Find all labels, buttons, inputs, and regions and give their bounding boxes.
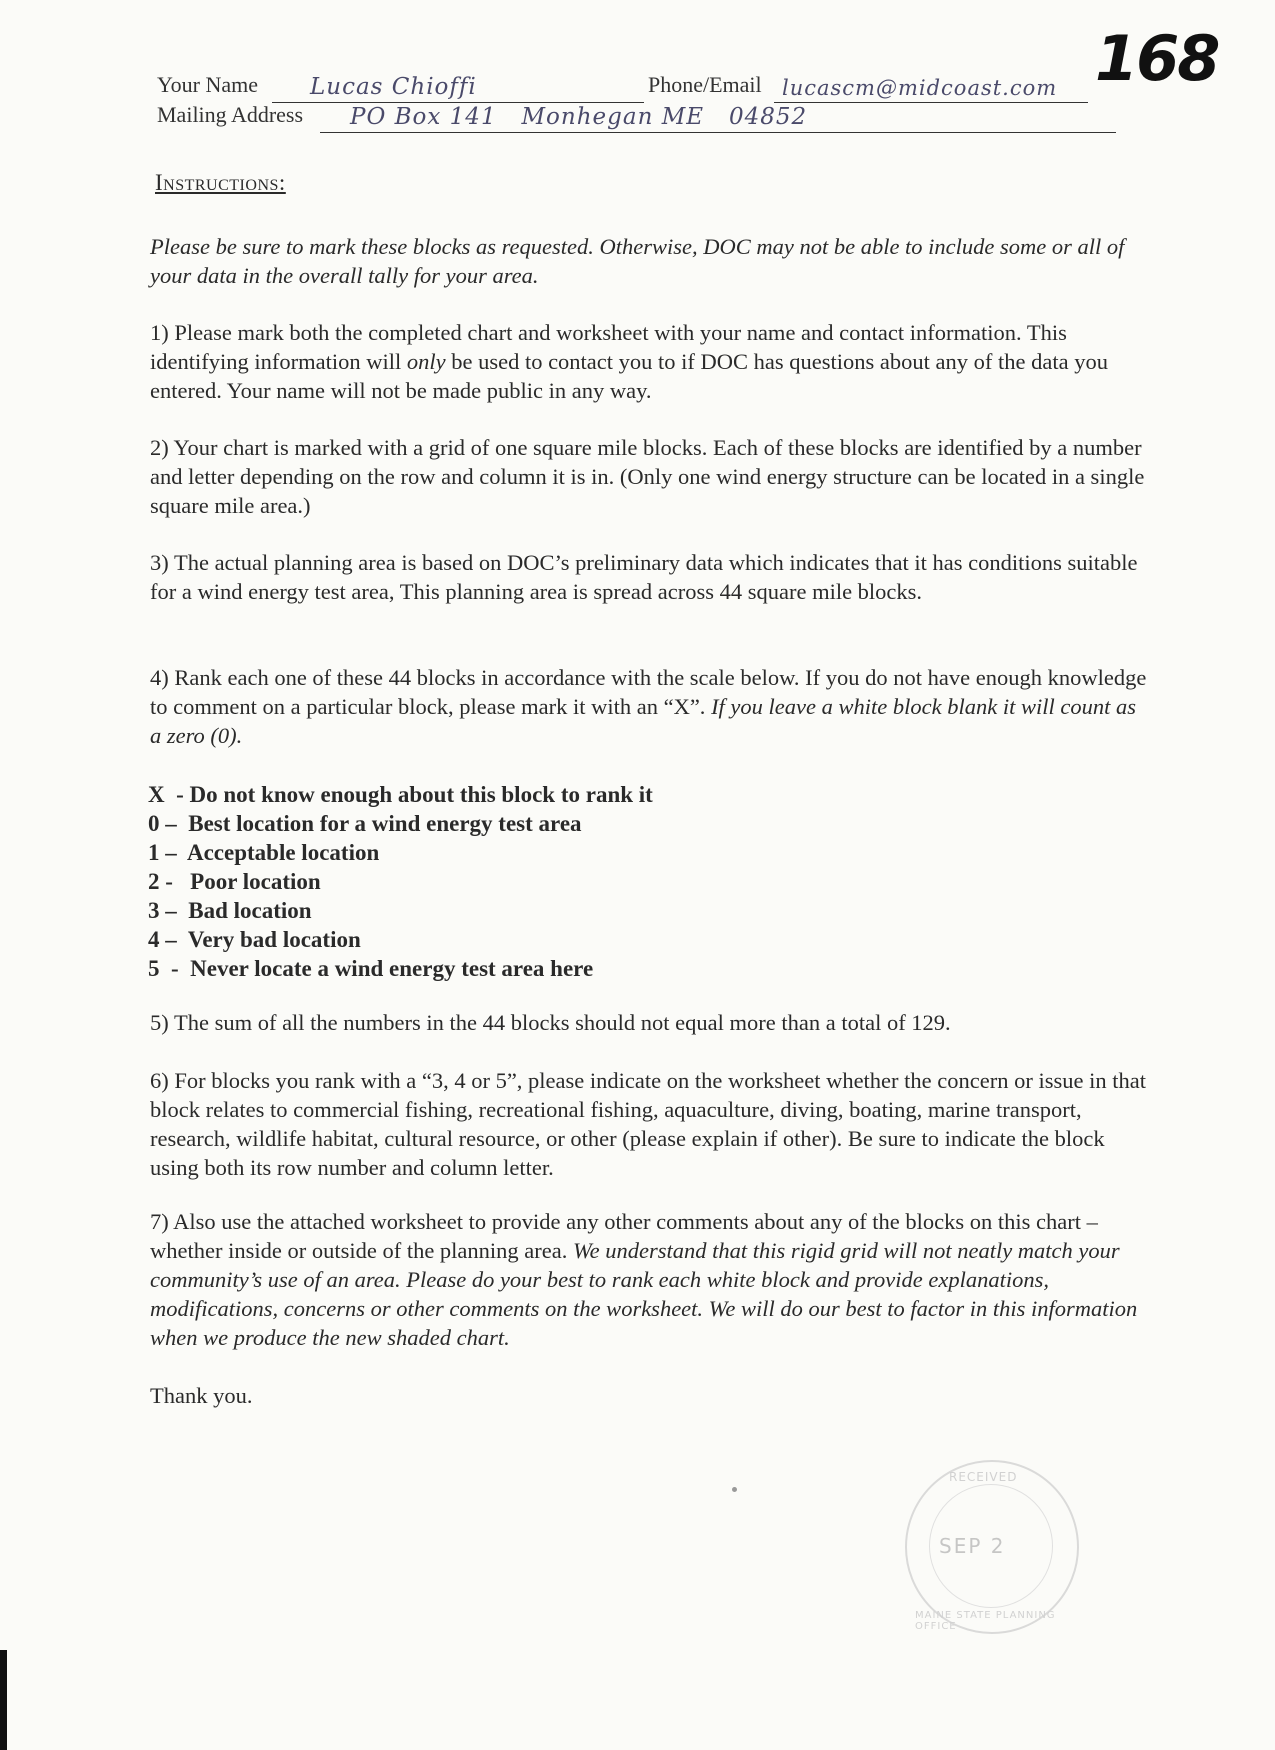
closing-text: Thank you. bbox=[150, 1383, 253, 1408]
instruction-3-text: 3) The actual planning area is based on DOC’s preliminary data which indicates that it has conditions suitable for a wind energy test area, This planning area is spread across 44 square mile blocks. bbox=[150, 550, 1138, 604]
contact-label: Phone/Email bbox=[648, 72, 762, 97]
instruction-6-text: 6) For blocks you rank with a “3, 4 or 5”, please indicate on the worksheet whether the concern or issue in that block relates to commercial fishing, recreational fishing, aquaculture, diving, boating, marine transport, research, wildlife habitat, cultural resource, or other (please explain if other). Be sure to indicate the block using both its row number and column letter. bbox=[150, 1068, 1146, 1180]
name-label: Your Name bbox=[157, 72, 259, 97]
document-number: 168 bbox=[1095, 22, 1219, 95]
name-line bbox=[157, 72, 258, 98]
instruction-1 bbox=[150, 318, 1150, 405]
scale-item-4: 4 – Very bad location bbox=[148, 927, 361, 952]
scale-item-1: 1 – Acceptable location bbox=[148, 840, 380, 865]
scale-item-x: X - Do not know enough about this block to rank it bbox=[148, 782, 653, 807]
name-handwritten: Lucas Chioffi bbox=[310, 74, 477, 100]
scale-item-2: 2 - Poor location bbox=[148, 869, 321, 894]
stamp-top-text: RECEIVED bbox=[949, 1470, 1018, 1484]
name-field[interactable] bbox=[272, 72, 644, 103]
instruction-7-emphasis: We understand that this rigid grid will not neatly match your community’s use of an area. Please do your best to rank each white block and provide explanations, modifications, concerns or other comments on the worksheet. We will do our best to factor in this information when we produce the new shaded chart. bbox=[150, 1238, 1138, 1350]
instruction-4 bbox=[150, 663, 1150, 750]
instruction-6 bbox=[150, 1066, 1150, 1182]
scan-edge-mark bbox=[0, 1650, 7, 1750]
scale-item-5: 5 - Never locate a wind energy test area here bbox=[148, 956, 594, 981]
instruction-2-text: 2) Your chart is marked with a grid of one square mile blocks. Each of these blocks are identified by a number and letter depending on the row and column it is in. (Only one wind energy structure can be located in a single square mile area.) bbox=[150, 435, 1145, 518]
instruction-4-emphasis: If you leave a white block blank it will count as a zero (0). bbox=[150, 694, 1136, 748]
contact-handwritten: lucascm@midcoast.com bbox=[782, 76, 1058, 100]
scale-item-3: 3 – Bad location bbox=[148, 898, 312, 923]
scan-speck bbox=[732, 1487, 737, 1492]
instruction-2 bbox=[150, 433, 1150, 520]
instruction-1-text-b: be used to contact you to if DOC has questions about any of the data you entered. Your name will not be made public in any way. bbox=[150, 349, 1108, 403]
instructions-intro bbox=[150, 232, 1150, 290]
instruction-3 bbox=[150, 548, 1150, 606]
instruction-7 bbox=[150, 1207, 1150, 1352]
instruction-1-emphasis: only bbox=[406, 349, 446, 374]
scale-item-0: 0 – Best location for a wind energy test area bbox=[148, 811, 582, 836]
address-line bbox=[157, 102, 303, 128]
instruction-5 bbox=[150, 1008, 1150, 1037]
address-handwritten: PO Box 141 Monhegan ME 04852 bbox=[350, 104, 808, 130]
ranking-scale bbox=[148, 780, 653, 983]
intro-text: Please be sure to mark these blocks as requested. Otherwise, DOC may not be able to include some or all of your data in the overall tally for your area. bbox=[150, 234, 1125, 288]
instruction-5-text: 5) The sum of all the numbers in the 44 blocks should not equal more than a total of 129. bbox=[150, 1010, 951, 1035]
instruction-1-text-a: 1) Please mark both the completed chart and worksheet with your name and contact information. This identifying information will bbox=[150, 320, 1067, 374]
instruction-4-text: 4) Rank each one of these 44 blocks in accordance with the scale below. If you do not have enough knowledge to comment on a particular block, please mark it with an “X”. bbox=[150, 665, 1147, 719]
instructions-heading: Instructions: bbox=[155, 170, 286, 195]
contact-line bbox=[648, 72, 762, 98]
address-label: Mailing Address bbox=[157, 102, 304, 127]
stamp-bottom-text: MAINE STATE PLANNING OFFICE bbox=[915, 1610, 1056, 1632]
received-stamp bbox=[905, 1460, 1079, 1634]
stamp-date: SEP 2 bbox=[939, 1534, 1006, 1558]
address-field[interactable] bbox=[320, 102, 1116, 133]
instruction-7-text: 7) Also use the attached worksheet to provide any other comments about any of the blocks on this chart – whether inside or outside of the planning area. bbox=[150, 1209, 1098, 1263]
contact-field[interactable] bbox=[774, 72, 1088, 103]
